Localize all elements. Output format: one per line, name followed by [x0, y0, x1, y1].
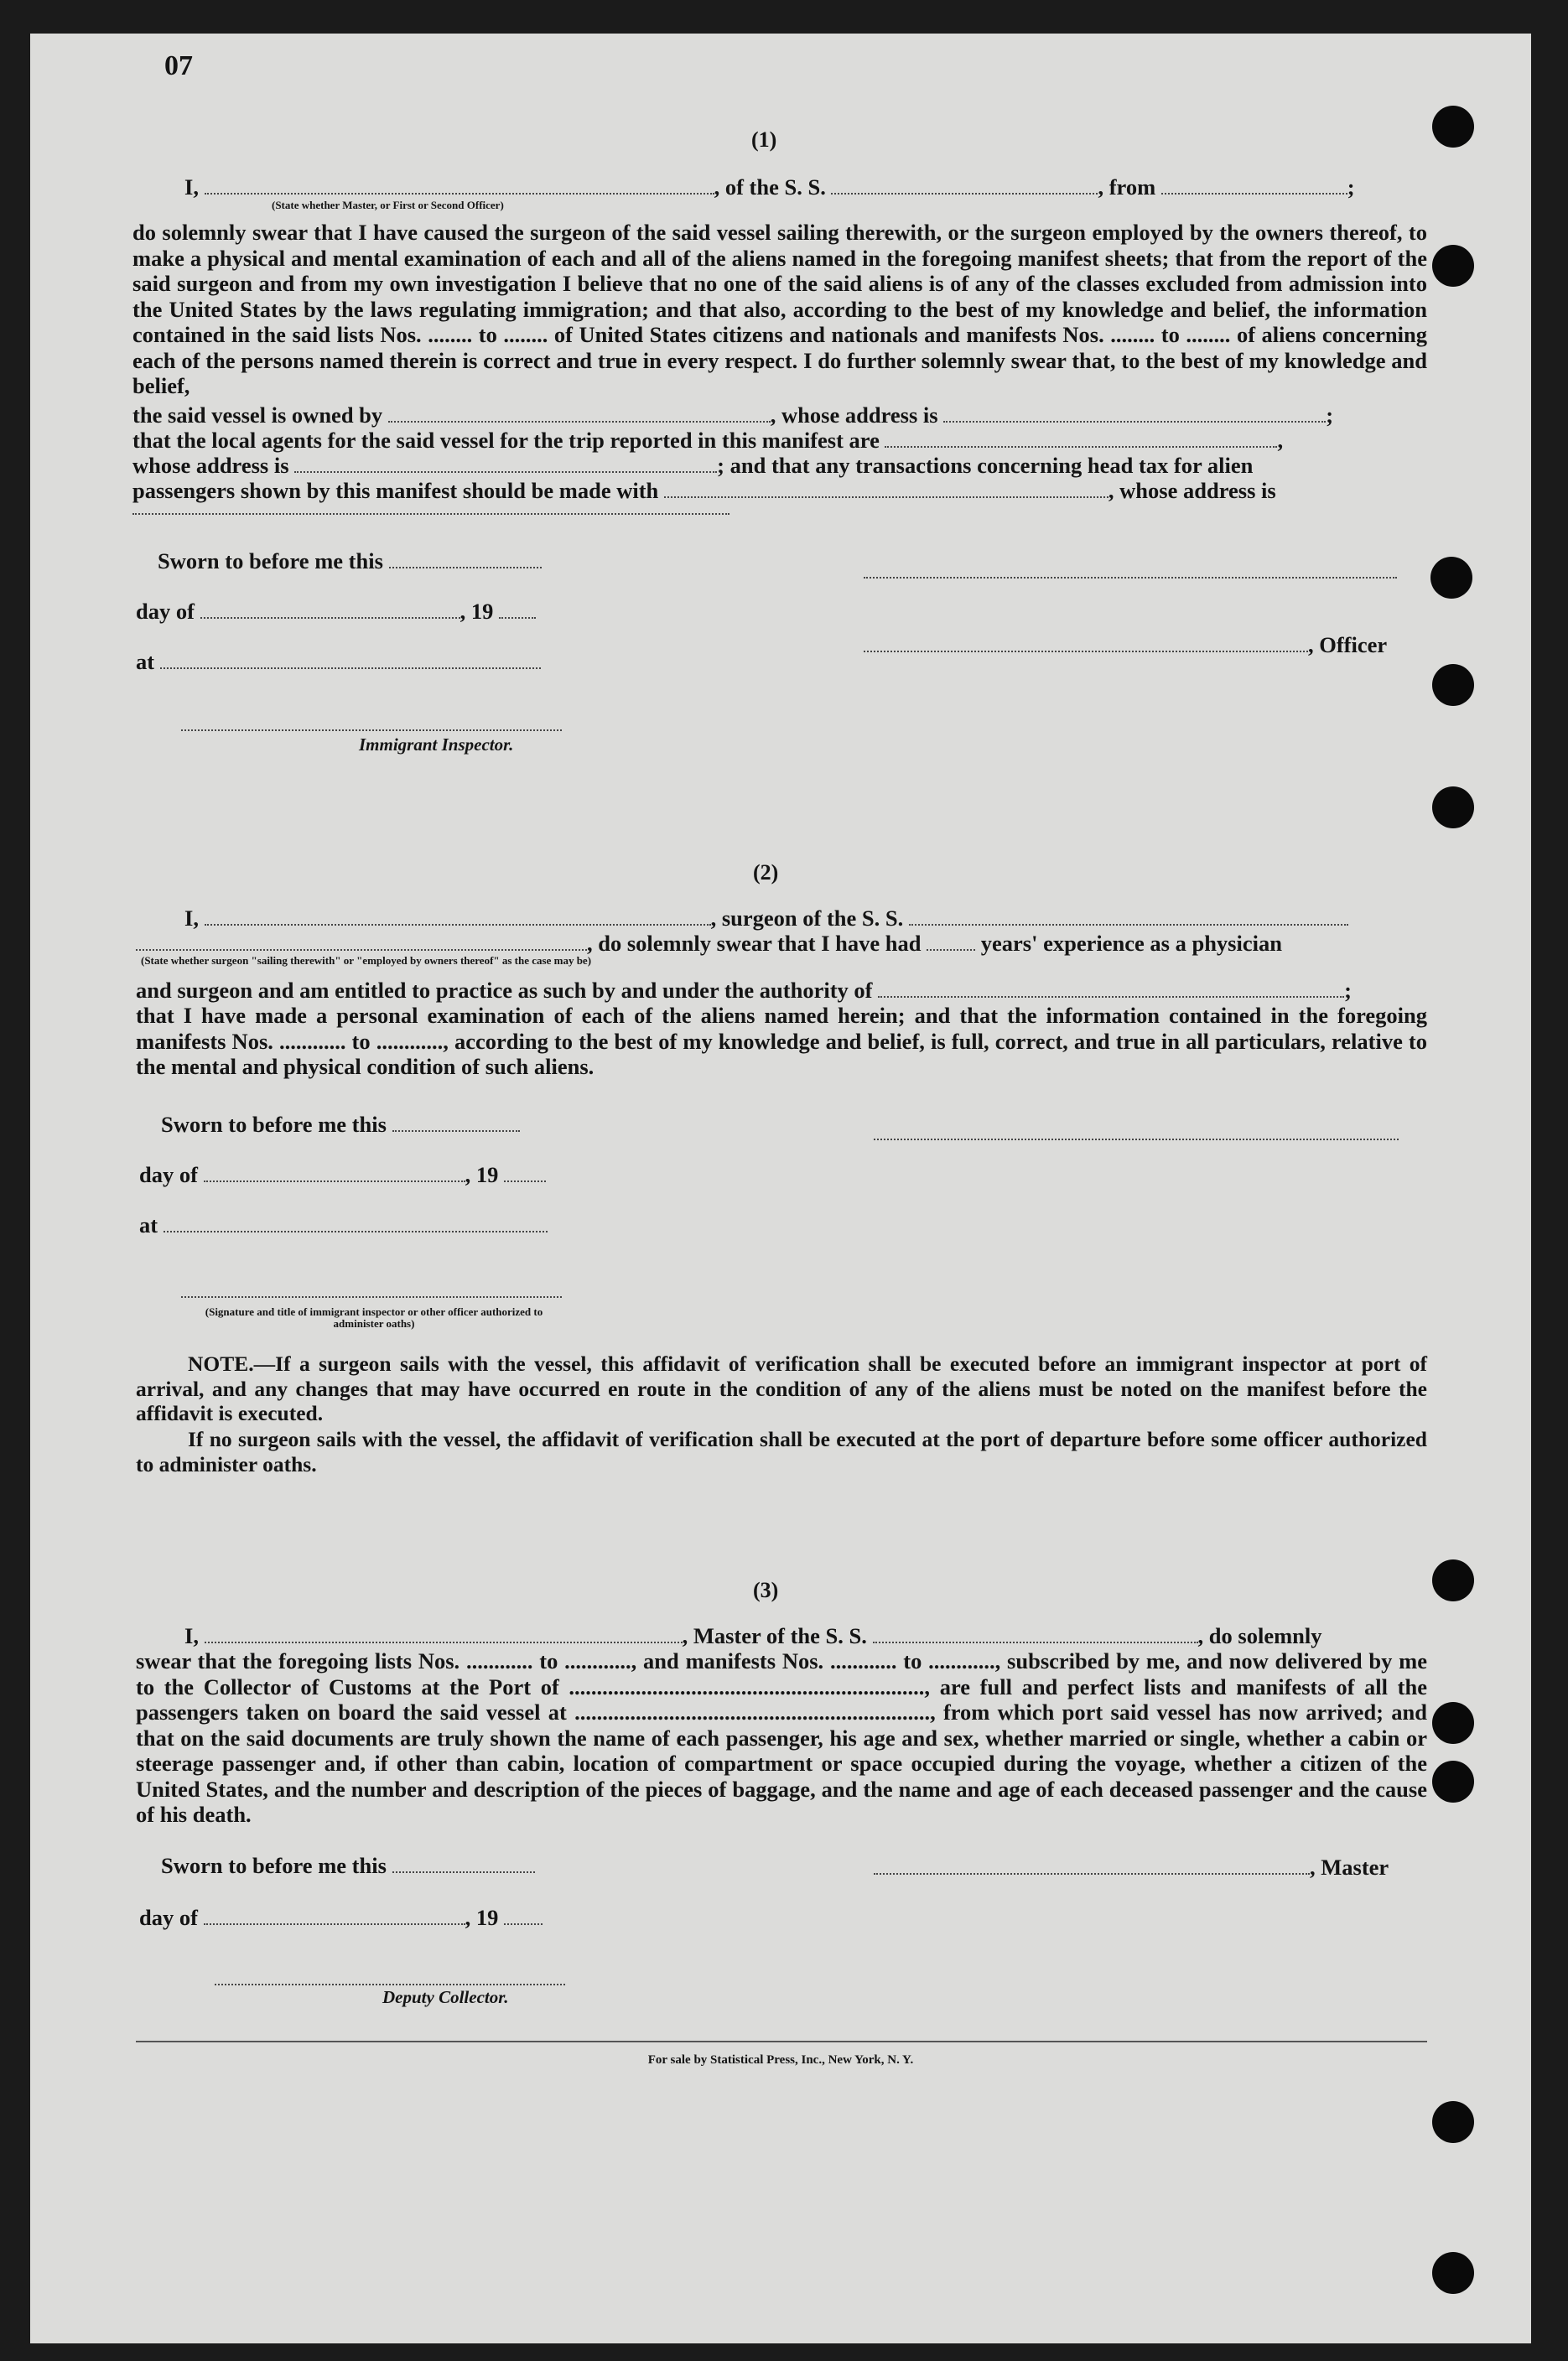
sec2-year-field[interactable]	[504, 1164, 546, 1182]
footer-rule	[136, 2041, 1427, 2042]
sec1-sworn: Sworn to before me this	[158, 548, 542, 574]
years-experience-field[interactable]	[927, 932, 975, 951]
sec2-day-of: day of , 19	[139, 1162, 546, 1188]
surgeon-status-field[interactable]	[136, 932, 587, 951]
master-signature-field[interactable]	[874, 1856, 1310, 1875]
sec1-agents-line: that the local agents for the said vessel for the trip reported in this manifest are ,	[132, 428, 1284, 453]
day-of-month-field[interactable]	[200, 600, 460, 619]
section-number-3: (3)	[753, 1578, 779, 1602]
sec1-line-i: I, , of the S. S. , from ;	[184, 174, 1355, 200]
sec1-day-of: day of , 19	[136, 599, 536, 625]
sec3-master: , Master	[874, 1855, 1389, 1881]
officer-signature-field[interactable]	[864, 634, 1308, 652]
sec2-sworn-day-field[interactable]	[392, 1113, 520, 1132]
sec3-line-i: I, , Master of the S. S. , do solemnly	[184, 1623, 1322, 1648]
sec1-body: do solemnly swear that I have caused the surgeon of the said vessel sailing therewith, or the surgeon employed by the owners thereof, to make a physical and mental examination of each and all of the aliens named in the foregoing manifest sheets; that from the report of the said surgeon and from my own investigation I believe that no one of the said aliens is of any of the classes excluded from admission into the United States by the laws regulating immigration; and that also, according to the best of my knowledge and belief, the information contained in the said lists Nos. ........ to ........ of United States citizens and nationals and manifests Nos. ........ to ........ of aliens concerning each of the persons named therein is correct and true in every respect. I do further solemnly swear that, to the best of my knowledge and belief,	[132, 220, 1427, 398]
sec1-at: at	[136, 649, 541, 675]
vessel-name-field[interactable]	[831, 176, 1098, 195]
officer-signature-line-top[interactable]	[864, 560, 1397, 579]
sec3-day-of: day of , 19	[139, 1905, 543, 1931]
sec2-at: at	[139, 1212, 548, 1238]
sec1-address2-line: whose address is ; and that any transactions concerning head tax for alien	[132, 453, 1254, 478]
note-paragraph-1: NOTE.—If a surgeon sails with the vessel, this affidavit of verification shall be executed before an immigrant inspector at port of arrival, and any changes that may have occurred en route in the condition of any of the aliens must be noted on the manifest before the affidavit is executed.	[136, 1352, 1427, 1425]
punch-hole	[1432, 664, 1474, 706]
surgeon-signature-field[interactable]	[874, 1122, 1399, 1140]
note-paragraph-2: If no surgeon sails with the vessel, the affidavit of verification shall be executed at the port of departure before some officer authorized to administer oaths.	[136, 1427, 1427, 1476]
place-field[interactable]	[160, 651, 541, 669]
surgeon-name-field[interactable]	[205, 907, 711, 926]
agents-address-field[interactable]	[294, 454, 717, 473]
owner-field[interactable]	[388, 404, 771, 423]
document-page	[30, 34, 1531, 2343]
section-number-1: (1)	[751, 127, 777, 152]
head-tax-contact-field[interactable]	[664, 480, 1109, 498]
sec3-sworn: Sworn to before me this	[161, 1853, 535, 1879]
sec2-place-field[interactable]	[164, 1214, 548, 1232]
sec3-master-name-field[interactable]	[205, 1625, 683, 1643]
deputy-signature-field[interactable]	[215, 1967, 565, 1985]
punch-hole	[1432, 1761, 1474, 1803]
sec2-body: that I have made a personal examination of each of the aliens named herein; and that the information contained in the foregoing manifests Nos. ............ to ............, according to the best of my knowledge and belief, is full, correct, and true in all particulars, relative to the mental and physical condition of such aliens.	[136, 1003, 1427, 1079]
inspector-label: Immigrant Inspector.	[359, 734, 514, 755]
punch-hole	[1430, 557, 1472, 599]
punch-hole	[1432, 1702, 1474, 1744]
sec1-passengers-line: passengers shown by this manifest should be made with , whose address is	[132, 478, 1276, 503]
owner-address-field[interactable]	[943, 404, 1326, 423]
footer-text: For sale by Statistical Press, Inc., New York, N. Y.	[647, 2053, 914, 2067]
punch-hole	[1432, 2101, 1474, 2143]
sworn-day-field[interactable]	[389, 550, 542, 568]
sec2-vessel-field[interactable]	[909, 907, 1348, 926]
signature-note: (Signature and title of immigrant inspector or other officer authorized to administer oaths)	[205, 1305, 543, 1330]
punch-hole	[1432, 245, 1474, 287]
year-field[interactable]	[499, 600, 536, 619]
head-tax-address-field[interactable]	[132, 496, 729, 515]
punch-hole	[1432, 2252, 1474, 2294]
sec2-practice-line: and surgeon and am entitled to practice as such by and under the authority of ;	[136, 978, 1352, 1003]
sec3-day-of-month-field[interactable]	[204, 1907, 465, 1925]
sec3-sworn-day-field[interactable]	[392, 1855, 535, 1873]
sec2-line-i: I, , surgeon of the S. S.	[184, 905, 1348, 931]
surgeon-note: (State whether surgeon "sailing therewith" or "employed by owners thereof" as the case may be)	[141, 954, 592, 967]
sec3-body: swear that the foregoing lists Nos. ............ to ............, and manifests Nos. ............ to ............, subscribed by me, and now delivered by me to the Collector of Customs at the Port of ................................................................, are full and perfect lists and manifests of all the passengers taken on board the said vessel at ................................................................, from which port said vessel has now arrived; and that on the said documents are truly shown the name of each passenger, his age and sex, whether married or single, whether a cabin or steerage passenger and, if other than cabin, location of compartment or space occupied during the voyage, whether a citizen of the United States, and the number and description of the pieces of baggage, and the name and age of each deceased passenger and the cause of his death.	[136, 1648, 1427, 1827]
sec2-day-of-month-field[interactable]	[204, 1164, 465, 1182]
punch-hole	[1432, 1559, 1474, 1601]
deputy-label: Deputy Collector.	[382, 1987, 509, 2007]
punch-hole	[1432, 786, 1474, 828]
corner-mark: 07	[164, 50, 193, 81]
sec2-line-swear: , do solemnly swear that I have had years' experience as a physician	[136, 931, 1282, 957]
master-name-field[interactable]	[205, 176, 714, 195]
punch-hole	[1432, 106, 1474, 148]
sec3-vessel-field[interactable]	[873, 1625, 1198, 1643]
sec3-year-field[interactable]	[504, 1907, 543, 1925]
inspector-signature-field[interactable]	[181, 713, 562, 731]
authority-field[interactable]	[878, 979, 1344, 998]
agents-field[interactable]	[885, 429, 1277, 448]
section-number-2: (2)	[753, 860, 779, 885]
sec1-officer: , Officer	[864, 632, 1387, 658]
from-port-field[interactable]	[1161, 176, 1347, 195]
officer-note: (State whether Master, or First or Second Officer)	[272, 199, 504, 211]
sec1-owned-line: the said vessel is owned by , whose address is ;	[132, 402, 1334, 428]
sec2-inspector-signature-field[interactable]	[181, 1279, 562, 1298]
sec2-sworn: Sworn to before me this	[161, 1112, 520, 1138]
